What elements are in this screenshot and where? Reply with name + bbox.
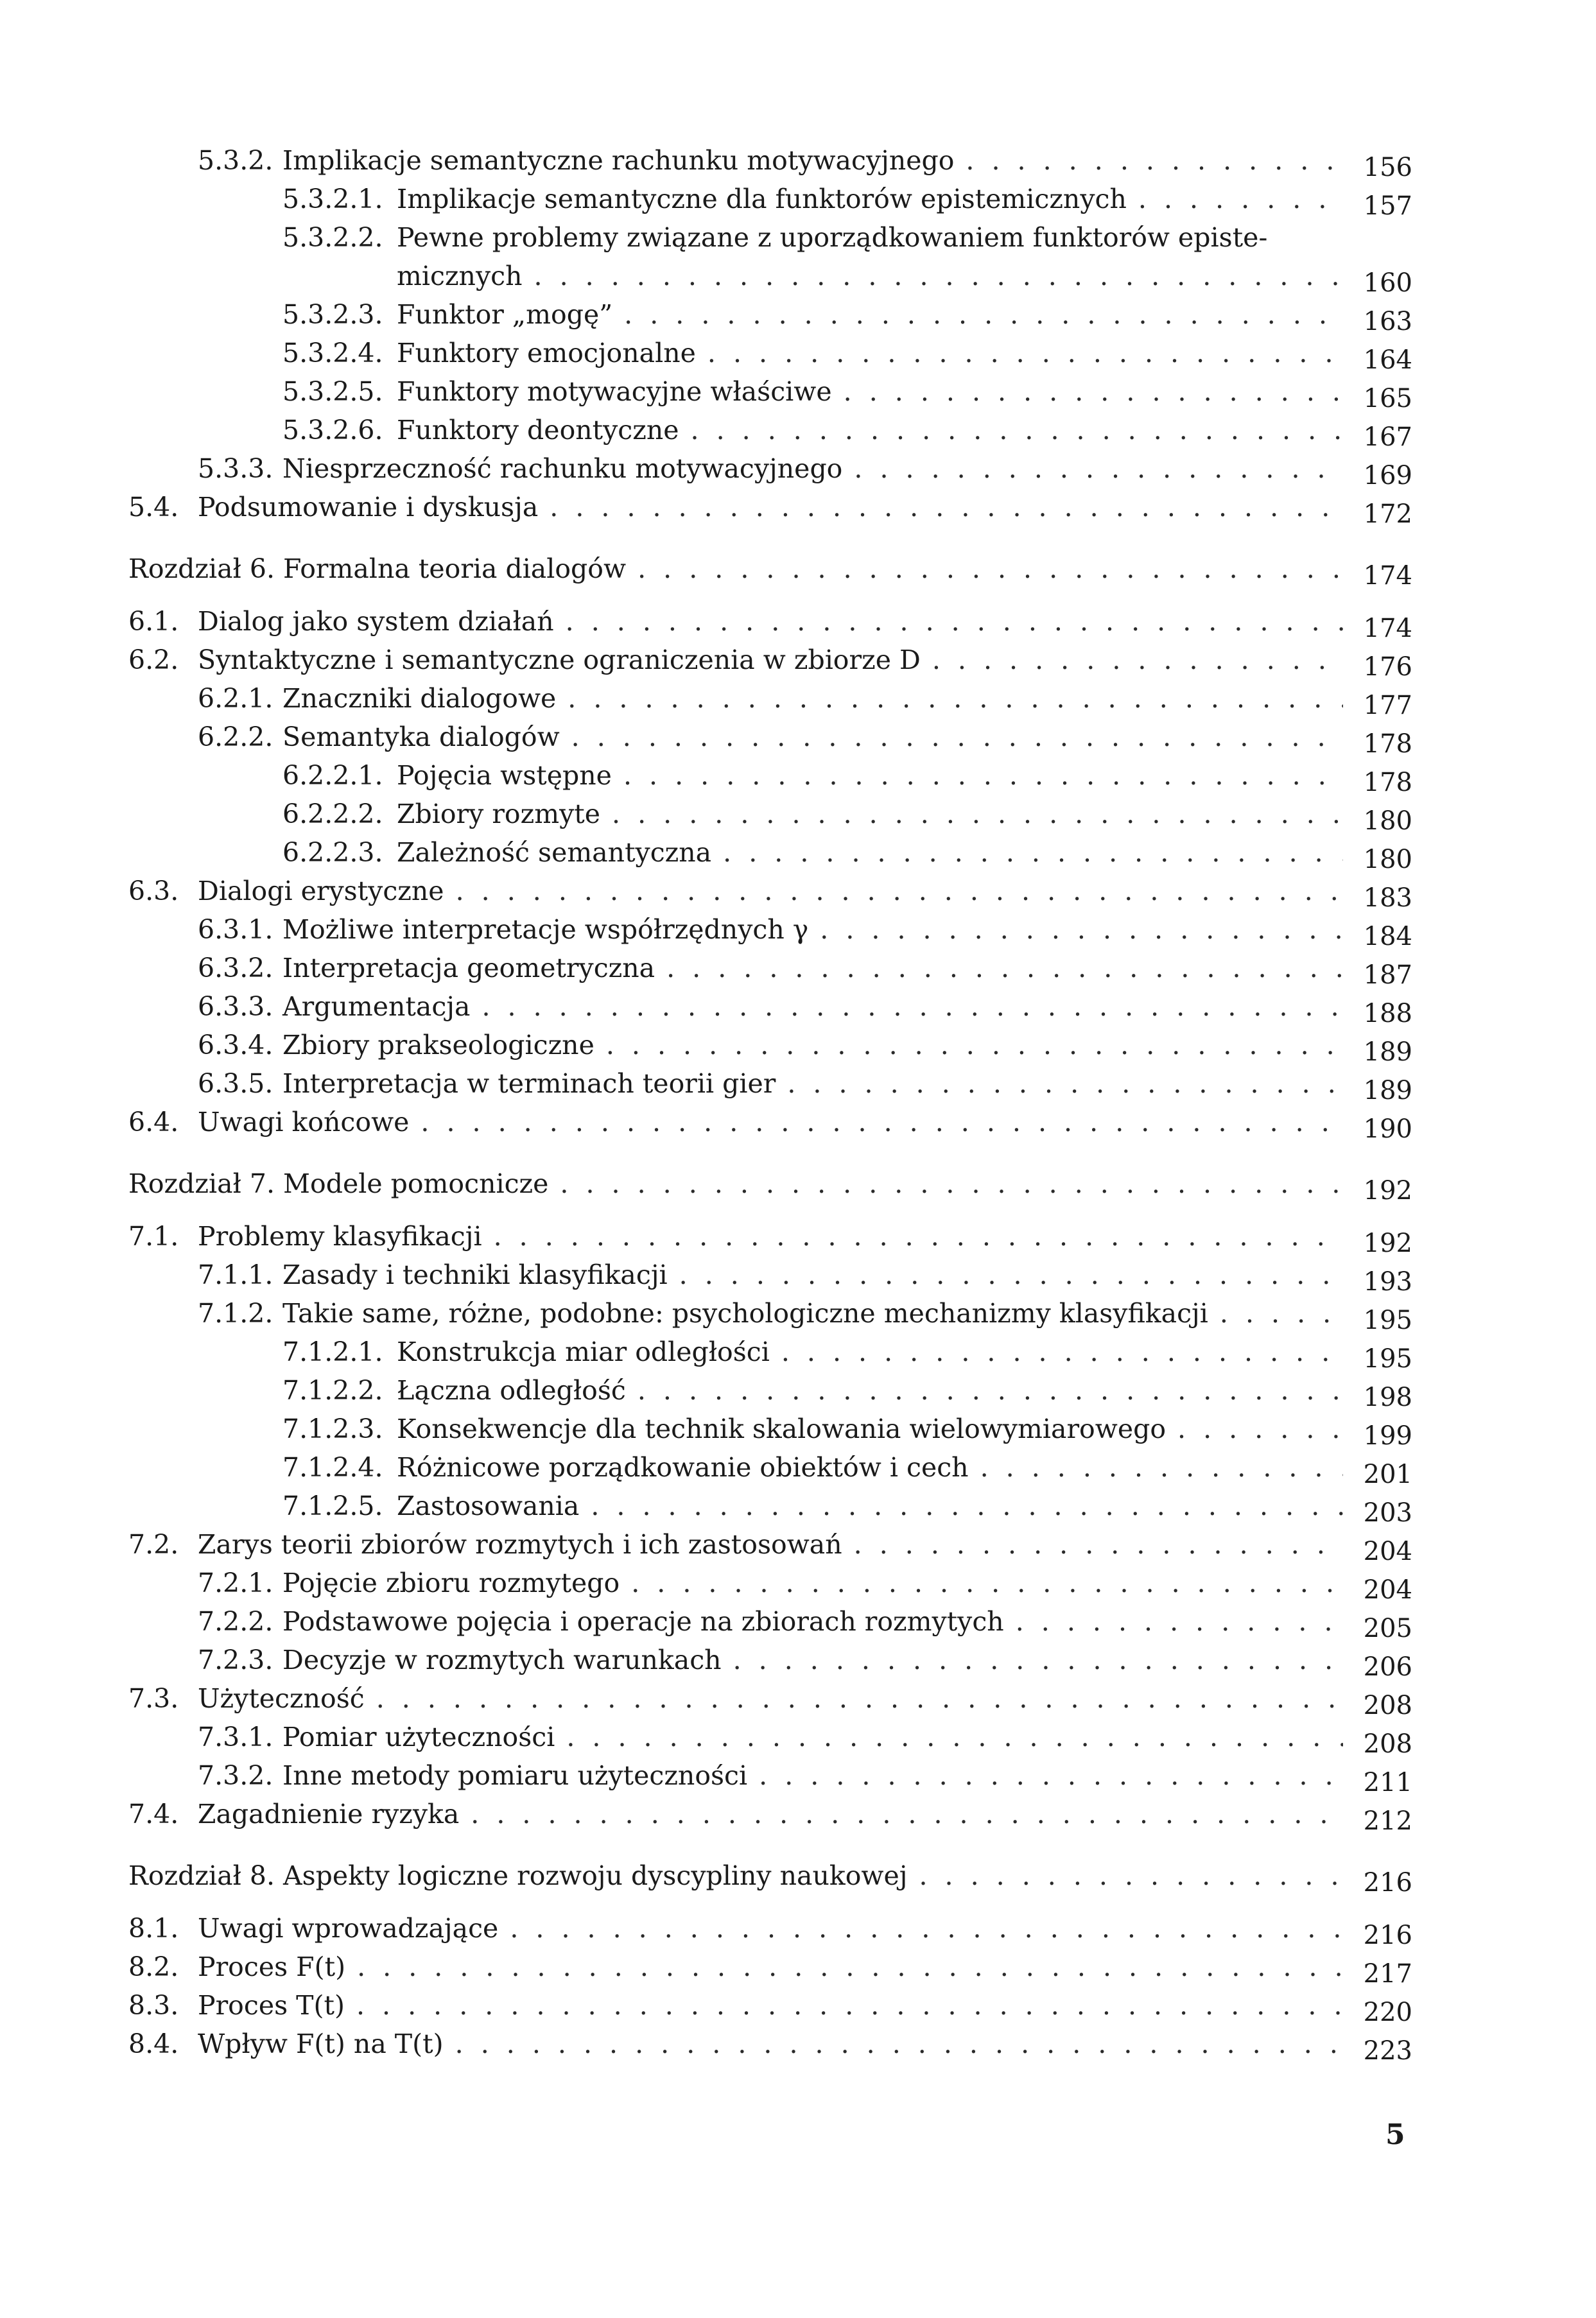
toc-entry-title: micznych bbox=[397, 261, 523, 291]
dot-leader bbox=[624, 295, 1343, 334]
toc-entry bbox=[128, 718, 1412, 759]
toc-entry-page: 199 bbox=[1363, 1421, 1412, 1451]
toc-entry-number: 6.1. bbox=[128, 606, 179, 637]
dot-leader bbox=[781, 1333, 1343, 1371]
toc-entry bbox=[128, 218, 1412, 257]
toc-entry-title: Argumentacja bbox=[282, 991, 471, 1022]
toc-entry-page: 216 bbox=[1363, 1921, 1412, 1950]
toc-entry bbox=[128, 1679, 1412, 1718]
dot-leader bbox=[707, 334, 1343, 372]
toc-entry-page: 220 bbox=[1363, 1998, 1412, 2027]
dot-leader bbox=[966, 141, 1343, 180]
toc-entry-number: 6.2. bbox=[128, 644, 179, 675]
toc-entry-page: 208 bbox=[1363, 1691, 1412, 1720]
toc-entry-page: 189 bbox=[1363, 1076, 1412, 1105]
dot-leader bbox=[510, 1909, 1343, 1948]
dot-leader bbox=[854, 449, 1343, 488]
toc-entry-number: 7.1.2.3. bbox=[282, 1414, 383, 1444]
dot-leader bbox=[1177, 1410, 1343, 1448]
toc-entry-number: 6.2.2.3. bbox=[282, 837, 383, 868]
toc-entry-number: 7.3.2. bbox=[198, 1760, 273, 1791]
dot-leader bbox=[980, 1448, 1343, 1487]
toc-entry-title: Decyzje w rozmytych warunkach bbox=[282, 1645, 722, 1675]
toc-entry-number: 8.4. bbox=[128, 2028, 179, 2059]
toc-entry-number: 6.3.1. bbox=[198, 914, 273, 945]
toc-entry bbox=[128, 411, 1412, 452]
toc-entry-page: 184 bbox=[1363, 922, 1412, 951]
toc-entry bbox=[128, 1410, 1412, 1451]
toc-entry-number: 7.3. bbox=[128, 1683, 179, 1714]
toc-entry-title: Łączna odległość bbox=[397, 1375, 626, 1406]
dot-leader bbox=[455, 2025, 1343, 2063]
toc-entry-page: 206 bbox=[1363, 1652, 1412, 1682]
toc-entry bbox=[128, 679, 1412, 718]
toc-entry-title: Zastosowania bbox=[397, 1491, 580, 1521]
toc-entry bbox=[128, 910, 1412, 949]
toc-entry-title: Rozdział 8. Aspekty logiczne rozwoju dyscypliny naukowej bbox=[128, 1860, 908, 1891]
toc-entry-number: 6.2.2.2. bbox=[282, 799, 383, 829]
toc-entry-page: 163 bbox=[1363, 307, 1412, 336]
toc-entry-title: Implikacje semantyczne dla funktorów epistemicznych bbox=[397, 184, 1127, 214]
dot-leader bbox=[612, 795, 1343, 833]
toc-entry bbox=[128, 1103, 1412, 1144]
toc-entry-title: Zarys teorii zbiorów rozmytych i ich zastosowań bbox=[198, 1529, 842, 1560]
toc-entry-title: Inne metody pomiaru użyteczności bbox=[282, 1760, 748, 1791]
toc-entry-title: Interpretacja w terminach teorii gier bbox=[282, 1068, 776, 1099]
toc-entry-page: 216 bbox=[1363, 1868, 1412, 1898]
toc-entry-number: 5.3.2.5. bbox=[282, 376, 383, 407]
toc-entry bbox=[128, 1217, 1412, 1256]
toc-entry-number: 6.3.3. bbox=[198, 991, 273, 1022]
toc-entry bbox=[128, 1909, 1412, 1948]
dot-leader bbox=[733, 1641, 1343, 1679]
dot-leader bbox=[1016, 1602, 1343, 1641]
toc-entry-title: Funktory motywacyjne właściwe bbox=[397, 376, 832, 407]
toc-entry-page: 176 bbox=[1363, 652, 1412, 682]
toc-entry-number: 5.3.3. bbox=[198, 453, 273, 484]
toc-entry-number: 8.3. bbox=[128, 1990, 179, 2021]
toc-entry-page: 195 bbox=[1363, 1344, 1412, 1374]
toc-entry-number: 5.3.2.6. bbox=[282, 415, 383, 445]
dot-leader bbox=[759, 1756, 1343, 1795]
toc-entry-title: Zależność semantyczna bbox=[397, 837, 712, 868]
toc-entry-page: 223 bbox=[1363, 2036, 1412, 2066]
toc-entry-number: 7.1.2.5. bbox=[282, 1491, 383, 1521]
toc-entry bbox=[128, 756, 1412, 795]
dot-leader bbox=[919, 1856, 1343, 1895]
toc-entry-page: 204 bbox=[1363, 1575, 1412, 1605]
toc-entry-page: 192 bbox=[1363, 1176, 1412, 1206]
toc-entry-number: 5.3.2.3. bbox=[282, 299, 383, 330]
toc-entry bbox=[128, 334, 1412, 375]
toc-entry-page: 190 bbox=[1363, 1114, 1412, 1144]
toc-entry-title: Znaczniki dialogowe bbox=[282, 683, 557, 714]
toc-entry-title: Syntaktyczne i semantyczne ograniczenia w zbiorze D bbox=[198, 644, 921, 675]
toc-entry-number: 5.3.2.4. bbox=[282, 338, 383, 368]
toc-entry bbox=[128, 2025, 1412, 2066]
toc-entry bbox=[128, 641, 1412, 682]
toc-entry bbox=[128, 1371, 1412, 1410]
toc-entry bbox=[128, 795, 1412, 836]
dot-leader bbox=[1220, 1294, 1343, 1333]
toc-entry-number: 8.2. bbox=[128, 1951, 179, 1982]
toc-entry-number: 6.3.5. bbox=[198, 1068, 273, 1099]
toc-entry bbox=[128, 295, 1412, 334]
toc-entry-title: Niesprzeczność rachunku motywacyjnego bbox=[282, 453, 843, 484]
toc-entry-page: 156 bbox=[1363, 153, 1412, 182]
dot-leader bbox=[534, 257, 1344, 295]
toc-entry-number: 7.1.2.1. bbox=[282, 1336, 383, 1367]
dot-leader bbox=[666, 949, 1343, 987]
dot-leader bbox=[1138, 180, 1343, 218]
toc-entry bbox=[128, 1064, 1412, 1103]
dot-leader bbox=[854, 1525, 1343, 1564]
dot-leader bbox=[571, 718, 1343, 756]
toc-entry-page: 187 bbox=[1363, 960, 1412, 990]
toc-entry-title: Problemy klasyfikacji bbox=[198, 1221, 482, 1252]
toc-entry-title: Podsumowanie i dyskusja bbox=[198, 492, 539, 523]
toc-entry-title: Uwagi wprowadzające bbox=[198, 1913, 499, 1944]
dot-leader bbox=[376, 1679, 1343, 1718]
toc-entry bbox=[128, 372, 1412, 411]
toc-entry-page: 174 bbox=[1363, 614, 1412, 643]
toc-entry-number: 7.1.2.4. bbox=[282, 1452, 383, 1483]
toc-chapter-entry bbox=[128, 1164, 1412, 1206]
toc-entry-title: Podstawowe pojęcia i operacje na zbiorach rozmytych bbox=[282, 1606, 1004, 1637]
toc-entry-page: 198 bbox=[1363, 1383, 1412, 1412]
toc-entry-title: Proces F(t) bbox=[198, 1951, 346, 1982]
toc-entry bbox=[128, 1294, 1412, 1333]
toc-entry-title: Konstrukcja miar odległości bbox=[397, 1336, 770, 1367]
toc-entry-page: 203 bbox=[1363, 1498, 1412, 1528]
toc-entry-page: 195 bbox=[1363, 1306, 1412, 1335]
toc-entry-page: 165 bbox=[1363, 384, 1412, 413]
toc-entry bbox=[128, 449, 1412, 488]
toc-entry bbox=[128, 1448, 1412, 1487]
table-of-contents bbox=[128, 141, 1412, 2066]
toc-entry bbox=[128, 488, 1412, 529]
toc-entry-number: 7.2.3. bbox=[198, 1645, 273, 1675]
toc-entry-page: 211 bbox=[1363, 1768, 1412, 1797]
toc-chapter-entry bbox=[128, 549, 1412, 591]
dot-leader bbox=[932, 641, 1343, 679]
toc-entry-number: 6.3. bbox=[128, 876, 179, 906]
dot-leader bbox=[623, 756, 1343, 795]
toc-entry bbox=[128, 1756, 1412, 1795]
toc-entry-number: 7.2.1. bbox=[198, 1568, 273, 1598]
toc-entry-number: 7.1.2. bbox=[198, 1298, 273, 1329]
toc-entry bbox=[128, 1795, 1412, 1836]
toc-entry-number: 6.2.2.1. bbox=[282, 760, 383, 791]
toc-entry-page: 169 bbox=[1363, 461, 1412, 490]
toc-entry-number: 5.3.2.2. bbox=[282, 222, 383, 253]
toc-entry-number: 6.3.2. bbox=[198, 953, 273, 983]
toc-entry bbox=[128, 602, 1412, 641]
dot-leader bbox=[679, 1256, 1343, 1294]
toc-entry-page: 204 bbox=[1363, 1537, 1412, 1566]
toc-entry bbox=[128, 1602, 1412, 1641]
toc-entry-title: Użyteczność bbox=[198, 1683, 365, 1714]
toc-entry-page: 217 bbox=[1363, 1959, 1412, 1989]
toc-entry-title: Funktor „mogę” bbox=[397, 299, 613, 330]
dot-leader bbox=[820, 910, 1343, 949]
toc-entry-title: Zasady i techniki klasyfikacji bbox=[282, 1259, 668, 1290]
toc-entry bbox=[128, 949, 1412, 990]
toc-entry-number: 6.2.2. bbox=[198, 722, 273, 752]
dot-leader bbox=[494, 1217, 1343, 1256]
dot-leader bbox=[638, 1371, 1343, 1410]
toc-entry-title: Pojęcie zbioru rozmytego bbox=[282, 1568, 620, 1598]
toc-entry bbox=[128, 987, 1412, 1026]
dot-leader bbox=[787, 1064, 1343, 1103]
dot-leader bbox=[357, 1948, 1343, 1986]
toc-entry bbox=[128, 1026, 1412, 1067]
toc-entry-title: Implikacje semantyczne rachunku motywacyjnego bbox=[282, 145, 955, 176]
toc-entry-title: Rozdział 7. Modele pomocnicze bbox=[128, 1168, 549, 1199]
toc-entry-title: Wpływ F(t) na T(t) bbox=[198, 2028, 444, 2059]
toc-entry bbox=[128, 1948, 1412, 1989]
toc-entry-number: 6.3.4. bbox=[198, 1030, 273, 1060]
toc-entry bbox=[128, 1256, 1412, 1297]
toc-entry-number: 7.4. bbox=[128, 1799, 179, 1829]
toc-entry-title: Proces T(t) bbox=[198, 1990, 345, 2021]
toc-entry-page: 172 bbox=[1363, 499, 1412, 529]
toc-entry-title: Funktory emocjonalne bbox=[397, 338, 696, 368]
dot-leader bbox=[691, 411, 1343, 449]
toc-entry-title: Konsekwencje dla technik skalowania wielowymiarowego bbox=[397, 1414, 1167, 1444]
dot-leader bbox=[631, 1564, 1343, 1602]
toc-entry-page: 178 bbox=[1363, 729, 1412, 759]
toc-entry-number: 6.2.1. bbox=[198, 683, 273, 714]
toc-entry-page: 183 bbox=[1363, 883, 1412, 913]
toc-entry-page: 178 bbox=[1363, 768, 1412, 797]
toc-entry-page: 180 bbox=[1363, 845, 1412, 874]
toc-entry-page: 208 bbox=[1363, 1729, 1412, 1759]
toc-entry-title: Pomiar użyteczności bbox=[282, 1722, 555, 1752]
toc-entry bbox=[128, 833, 1412, 872]
toc-entry-title: Zagadnienie ryzyka bbox=[198, 1799, 460, 1829]
dot-leader bbox=[456, 872, 1343, 910]
toc-entry-title: Możliwe interpretacje współrzędnych γ bbox=[282, 914, 809, 945]
toc-entry bbox=[128, 1641, 1412, 1682]
toc-entry bbox=[128, 872, 1412, 913]
toc-entry-page: 160 bbox=[1363, 268, 1412, 298]
toc-entry-title: Funktory deontyczne bbox=[397, 415, 679, 445]
toc-entry-number: 7.3.1. bbox=[198, 1722, 273, 1752]
toc-entry bbox=[128, 141, 1412, 180]
toc-entry-number: 7.1. bbox=[128, 1221, 179, 1252]
toc-entry bbox=[128, 1525, 1412, 1564]
toc-entry-number: 6.4. bbox=[128, 1107, 179, 1137]
dot-leader bbox=[723, 833, 1343, 872]
dot-leader bbox=[356, 1986, 1343, 2025]
dot-leader bbox=[560, 1164, 1343, 1203]
toc-entry-page: 164 bbox=[1363, 345, 1412, 375]
toc-entry-number: 5.3.2. bbox=[198, 145, 273, 176]
toc-entry-page: 201 bbox=[1363, 1460, 1412, 1489]
toc-entry-page: 180 bbox=[1363, 806, 1412, 836]
toc-chapter-entry bbox=[128, 1856, 1412, 1898]
dot-leader bbox=[481, 987, 1343, 1026]
toc-entry-page: 193 bbox=[1363, 1267, 1412, 1297]
toc-entry-page: 212 bbox=[1363, 1806, 1412, 1836]
toc-entry bbox=[128, 1333, 1412, 1374]
toc-entry-title: Zbiory prakseologiczne bbox=[282, 1030, 594, 1060]
toc-entry-title: Semantyka dialogów bbox=[282, 722, 560, 752]
dot-leader bbox=[844, 372, 1343, 411]
toc-entry-page: 205 bbox=[1363, 1614, 1412, 1643]
toc-entry-number: 7.2. bbox=[128, 1529, 179, 1560]
toc-entry-number: 8.1. bbox=[128, 1913, 179, 1944]
dot-leader bbox=[591, 1487, 1343, 1525]
toc-entry-title: Takie same, różne, podobne: psychologiczne mechanizmy klasyfikacji bbox=[282, 1298, 1208, 1329]
toc-entry-number: 7.1.1. bbox=[198, 1259, 273, 1290]
dot-leader bbox=[568, 679, 1343, 718]
toc-entry bbox=[128, 1986, 1412, 2025]
dot-leader bbox=[421, 1103, 1343, 1141]
toc-entry-number: 7.2.2. bbox=[198, 1606, 273, 1637]
dot-leader bbox=[566, 602, 1343, 641]
toc-entry-title: Pewne problemy związane z uporządkowaniem funktorów episte- bbox=[397, 222, 1268, 253]
toc-entry-title: Dialog jako system działań bbox=[198, 606, 554, 637]
dot-leader bbox=[606, 1026, 1343, 1064]
toc-entry-title: Uwagi końcowe bbox=[198, 1107, 410, 1137]
toc-entry-page: 192 bbox=[1363, 1229, 1412, 1258]
toc-entry bbox=[128, 257, 1412, 298]
toc-entry bbox=[128, 1718, 1412, 1759]
dot-leader bbox=[638, 549, 1343, 588]
toc-entry-page: 167 bbox=[1363, 422, 1412, 452]
toc-entry-page: 188 bbox=[1363, 999, 1412, 1028]
toc-entry-page: 189 bbox=[1363, 1037, 1412, 1067]
toc-entry-title: Zbiory rozmyte bbox=[397, 799, 600, 829]
page-number: 5 bbox=[1385, 2118, 1405, 2151]
dot-leader bbox=[471, 1795, 1343, 1833]
toc-entry bbox=[128, 180, 1412, 221]
toc-entry-title: Interpretacja geometryczna bbox=[282, 953, 655, 983]
dot-leader bbox=[550, 488, 1343, 526]
toc-entry-number: 5.3.2.1. bbox=[282, 184, 383, 214]
dot-leader bbox=[566, 1718, 1343, 1756]
toc-entry bbox=[128, 1564, 1412, 1605]
toc-entry-title: Pojęcia wstępne bbox=[397, 760, 612, 791]
toc-entry-number: 5.4. bbox=[128, 492, 179, 523]
toc-entry-title: Różnicowe porządkowanie obiektów i cech bbox=[397, 1452, 969, 1483]
toc-entry-title: Rozdział 6. Formalna teoria dialogów bbox=[128, 553, 627, 584]
toc-entry-page: 177 bbox=[1363, 691, 1412, 720]
toc-entry-title: Dialogi erystyczne bbox=[198, 876, 444, 906]
toc-entry-page: 157 bbox=[1363, 191, 1412, 221]
toc-entry bbox=[128, 1487, 1412, 1528]
toc-entry-page: 174 bbox=[1363, 561, 1412, 591]
toc-entry-number: 7.1.2.2. bbox=[282, 1375, 383, 1406]
